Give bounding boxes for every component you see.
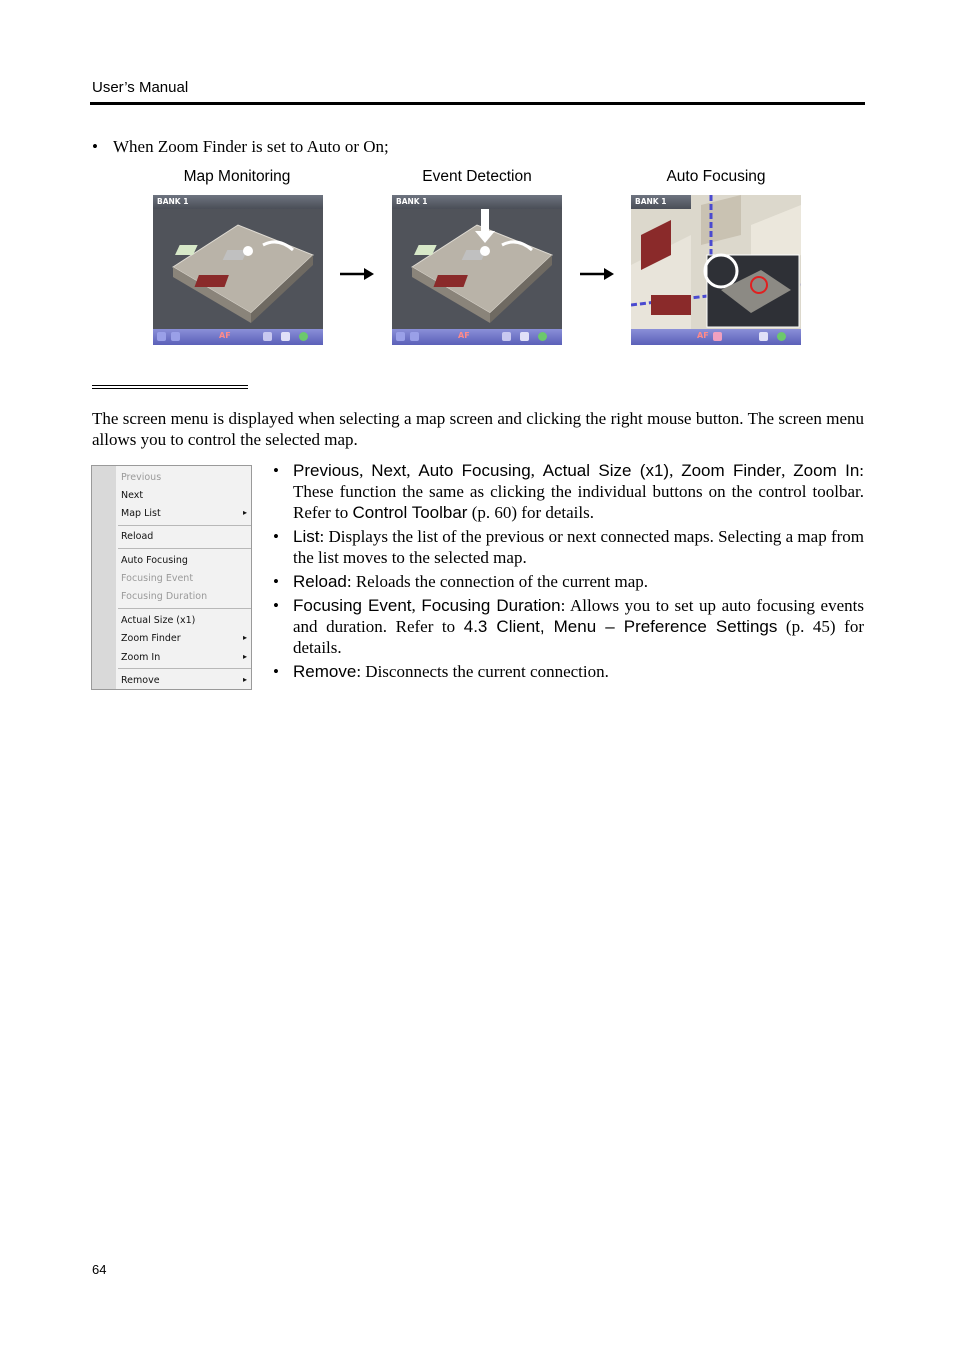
separator: , [406,461,419,480]
actual-size-icon[interactable] [263,332,272,341]
menu-item-zoom-finder[interactable] [121,633,247,644]
af-icon[interactable]: AF [697,331,709,340]
menu-item-auto-focusing[interactable] [121,555,247,566]
caption-auto-focusing: Auto Focusing [666,168,766,185]
term: Next [371,461,407,480]
focusing-icon[interactable] [713,332,722,341]
screenshot-event-detection [392,195,562,345]
description-text: : Allows you to set up auto focusing events and duration. Refer to [293,596,864,636]
description-navigation [270,460,864,523]
menu-item-actual-size[interactable] [121,615,247,626]
actual-size-icon[interactable] [502,332,511,341]
bank-label: BANK 1 [157,197,189,206]
bullet-glyph: • [273,596,279,615]
description-text: : Displays the list of the previous or next connected maps. Selecting a map from the list moves to the selected map. [293,527,864,567]
menu-item-label: Actual Size (x1) [121,615,196,626]
separator: , [530,461,543,480]
term: List [293,527,320,546]
menu-separator [118,668,251,669]
section-rule-top [92,385,248,386]
bullet-glyph: • [273,527,279,546]
page-number: 64 [92,1262,107,1277]
term: Remove [293,662,357,681]
submenu-arrow-icon: ▸ [242,675,247,684]
description-text: (p. 45) for details. [293,617,864,657]
term: Zoom In [793,461,860,480]
submenu-arrow-icon: ▸ [242,633,247,642]
submenu-arrow-icon: ▸ [242,652,247,661]
description-text: (p. 60) for details. [467,503,594,522]
menu-item-remove[interactable] [121,675,247,686]
intro-bullet [92,137,389,157]
term: Focusing Duration [421,596,561,615]
floor-map-image [153,195,323,345]
menu-separator [118,525,251,526]
description-text: : These function the same as clicking the individual buttons on the control toolbar. Refer to [293,461,865,522]
menu-item-focusing-duration[interactable] [121,591,247,602]
af-icon[interactable]: AF [219,331,231,340]
menu-item-label: Next [121,490,144,501]
caption-map-monitoring: Map Monitoring [183,168,291,185]
description-focusing [270,595,864,658]
menu-item-label: Zoom In [121,652,161,663]
menu-item-focusing-event[interactable] [121,573,247,584]
manual-title: User’s Manual [92,79,189,96]
cross-reference: Control Toolbar [352,503,468,522]
intro-text: When Zoom Finder is set to Auto or On; [113,137,389,156]
separator: , [359,461,372,480]
arrow-right-icon [580,268,614,280]
menu-item-label: Focusing Duration [121,591,208,602]
separator: , [411,596,422,615]
bullet-glyph: • [273,572,279,591]
menu-item-label: Remove [121,675,160,686]
menu-item-reload[interactable] [121,531,247,542]
control-toolbar [631,329,801,345]
term: Actual Size (x1) [542,461,670,480]
term: Previous [293,461,360,480]
screen-context-menu [91,465,252,690]
zoom-finder-icon[interactable] [759,332,768,341]
header-rule [90,102,865,105]
menu-item-label: Focusing Event [121,573,194,584]
control-toolbar [153,329,323,345]
menu-separator [118,548,251,549]
zoomed-map-image [631,195,801,345]
section-rule-bottom [92,388,248,389]
term: Zoom Finder [681,461,782,480]
zoom-finder-icon[interactable] [520,332,529,341]
separator: , [781,461,794,480]
bank-label: BANK 1 [396,197,428,206]
separator: , [669,461,682,480]
description-text: : Reloads the connection of the current map. [346,572,649,591]
bank-label: BANK 1 [635,197,667,206]
menu-item-label: Auto Focusing [121,555,188,566]
description-text: : Disconnects the current connection. [356,662,609,681]
next-icon[interactable] [410,332,419,341]
previous-icon[interactable] [157,332,166,341]
term: Reload [293,572,347,591]
description-remove [270,661,864,682]
previous-icon[interactable] [396,332,405,341]
menu-item-zoom-in[interactable] [121,652,247,663]
description-reload [270,571,864,592]
arrow-right-icon [340,268,374,280]
cross-reference: 4.3 Client, Menu – Preference Settings [463,617,778,636]
screenshot-auto-focusing [631,195,801,345]
zoom-in-icon[interactable] [538,332,547,341]
caption-event-detection: Event Detection [422,168,532,185]
zoom-in-icon[interactable] [299,332,308,341]
menu-item-label: Previous [121,472,162,483]
next-icon[interactable] [171,332,180,341]
menu-separator [118,608,251,609]
menu-item-map-list[interactable] [121,508,247,519]
title-bar [631,195,691,209]
control-toolbar [392,329,562,345]
menu-item-previous[interactable] [121,472,247,483]
menu-item-label: Reload [121,531,154,542]
menu-item-label: Zoom Finder [121,633,181,644]
term: Auto Focusing [418,461,531,480]
title-bar [153,195,323,209]
floor-map-image [392,195,562,345]
menu-item-label: Map List [121,508,161,519]
screenshot-map-monitoring [153,195,323,345]
submenu-arrow-icon: ▸ [242,508,247,517]
zoom-in-icon[interactable] [777,332,786,341]
bullet-glyph: • [92,137,98,156]
menu-item-next[interactable] [121,490,247,501]
bullet-glyph: • [273,662,279,681]
bullet-glyph: • [273,461,279,480]
title-bar [392,195,562,209]
body-paragraph: The screen menu is displayed when selecting a map screen and clicking the right mouse button. The screen menu allows you to control the selected map. [92,409,864,449]
term: Focusing Event [293,596,412,615]
af-icon[interactable]: AF [458,331,470,340]
menu-descriptions [270,460,864,685]
description-list [270,526,864,568]
zoom-finder-icon[interactable] [281,332,290,341]
